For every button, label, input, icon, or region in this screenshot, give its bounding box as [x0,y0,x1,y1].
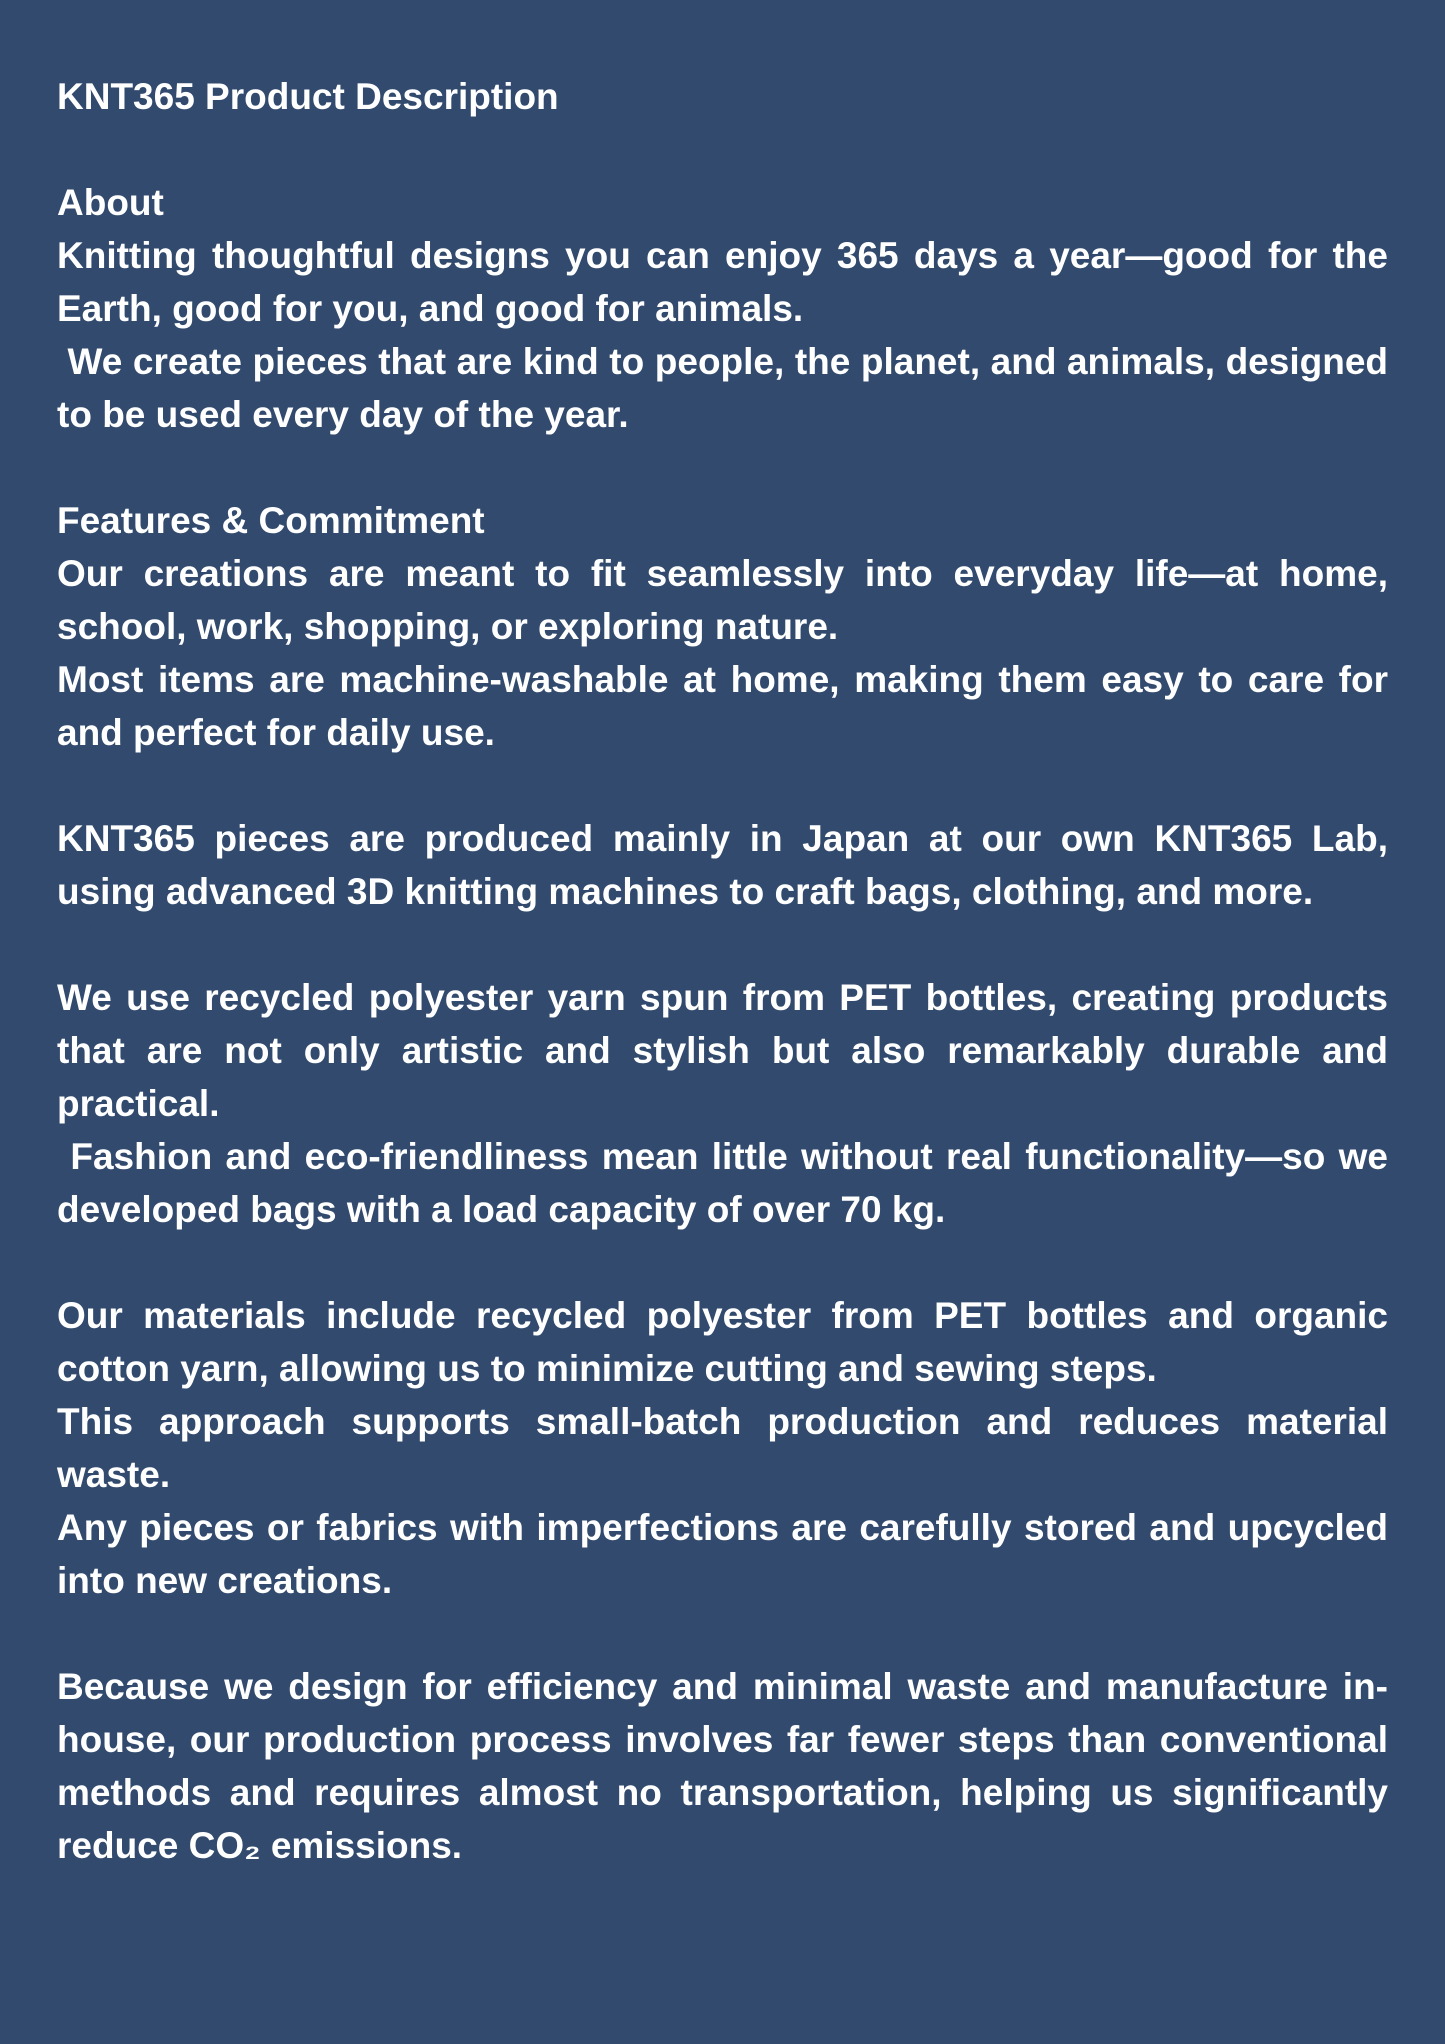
materials-paragraph-3: Any pieces or fabrics with imperfections are carefully stored and upcycled into new creations. [57,1507,1388,1601]
about-heading: About [57,182,164,223]
features-heading: Features & Commitment [57,500,485,541]
materials-paragraph-2: This approach supports small-batch production and reduces material waste. [57,1401,1388,1495]
features-paragraph-2: Most items are machine-washable at home, making them easy to care for and perfect for daily use. [57,659,1388,753]
production-section [57,812,1388,918]
materials-paragraph-1: Our materials include recycled polyester from PET bottles and organic cotton yarn, allowing us to minimize cutting and sewing steps. [57,1295,1388,1389]
efficiency-paragraph: Because we design for efficiency and minimal waste and manufacture in-house, our production process involves far fewer steps than conventional methods and requires almost no transportation, helping us significantly reduce CO₂ emissions. [57,1666,1388,1866]
about-paragraph-2: We create pieces that are kind to people, the planet, and animals, designed to be used every day of the year. [57,341,1399,435]
yarn-section [57,971,1399,1236]
features-section [57,494,1388,759]
efficiency-section [57,1660,1388,1872]
yarn-paragraph-1: We use recycled polyester yarn spun from PET bottles, creating products that are not only artistic and stylish but also remarkably durable and practical. [57,977,1388,1124]
features-paragraph-1: Our creations are meant to fit seamlessly into everyday life—at home, school, work, shopping, or exploring nature. [57,553,1388,647]
page-title: KNT365 Product Description [57,76,559,117]
yarn-paragraph-2: Fashion and eco-friendliness mean little without real functionality—so we developed bags with a load capacity of over 70 kg. [57,1136,1399,1230]
about-section [57,176,1399,441]
materials-section [57,1289,1388,1607]
production-paragraph: KNT365 pieces are produced mainly in Japan at our own KNT365 Lab, using advanced 3D knitting machines to craft bags, clothing, and more. [57,818,1388,912]
about-paragraph-1: Knitting thoughtful designs you can enjoy 365 days a year—good for the Earth, good for you, and good for animals. [57,235,1388,329]
